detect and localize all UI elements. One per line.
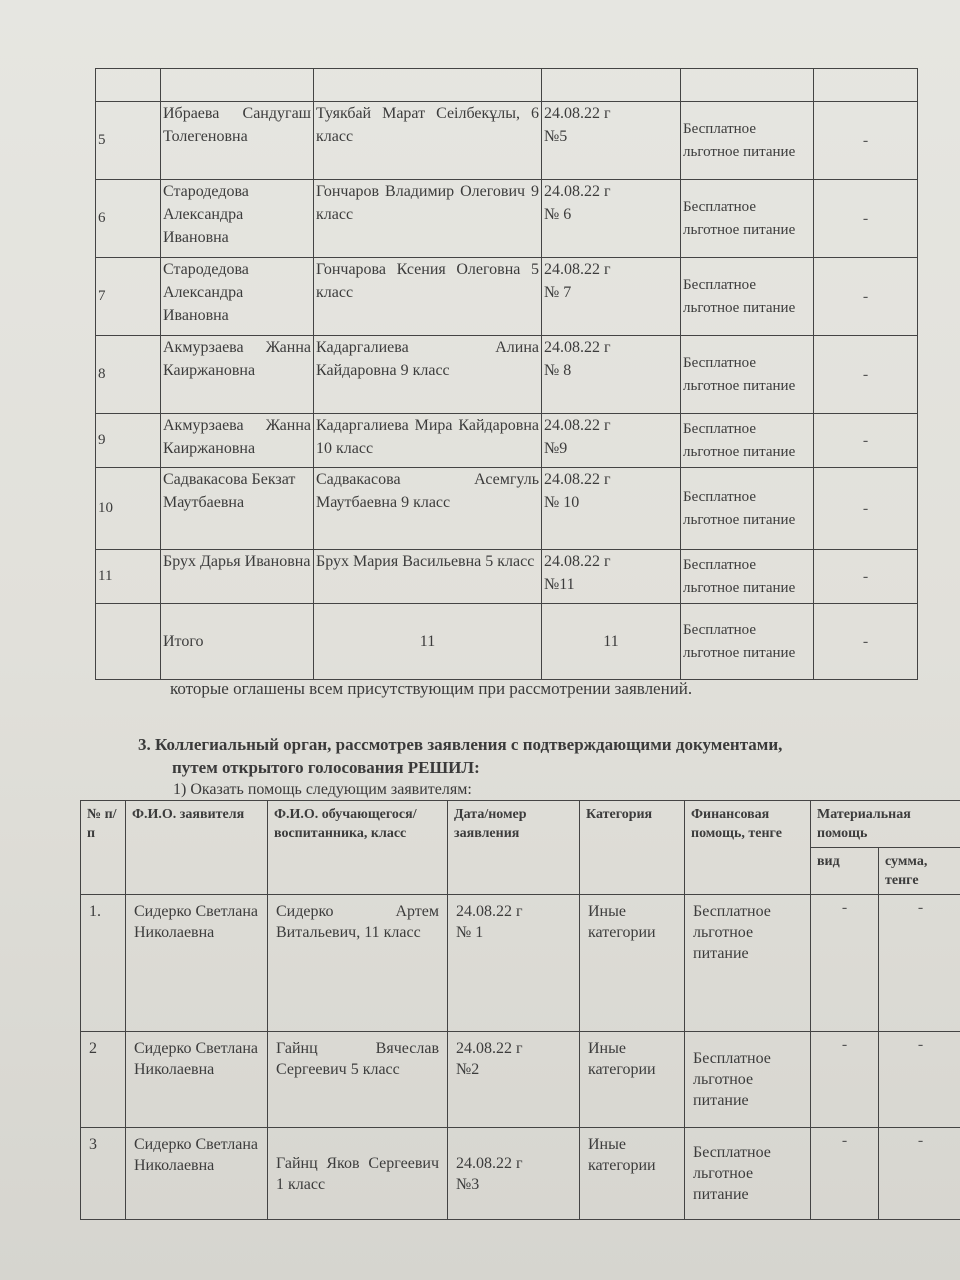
empty-value: - — [814, 468, 918, 550]
header-finance: Финансовая помощь, тенге — [685, 801, 811, 895]
category: Иные категории — [580, 1032, 685, 1128]
financial-aid: Бесплатное льготное питание — [685, 895, 811, 1032]
category: Бесплатное льготное питание — [681, 336, 814, 414]
empty-value: - — [814, 604, 918, 680]
applicant-name: Стародедова Александра Ивановна — [161, 258, 314, 336]
total-row — [96, 604, 918, 680]
applicant-name: Акмурзаева Жанна Каиржановна — [161, 414, 314, 468]
header-category: Категория — [580, 801, 685, 895]
header-student: Ф.И.О. обучающегося/воспитанника, класс — [268, 801, 448, 895]
financial-aid: Бесплатное льготное питание — [685, 1128, 811, 1220]
assistance-table — [80, 800, 960, 1220]
table-row — [96, 258, 918, 336]
row-number: 2 — [81, 1032, 126, 1128]
application-date: 24.08.22 г № 7 — [542, 258, 681, 336]
category: Бесплатное льготное питание — [681, 468, 814, 550]
category: Иные категории — [580, 895, 685, 1032]
announcement-text: которые оглашены всем присутствующим при рассмотрении заявлений. — [170, 679, 693, 698]
applications-table-top — [95, 68, 918, 680]
student-name: Гайнц Яков Сергеевич 1 класс — [268, 1128, 448, 1220]
student-name: Гайнц Вячеслав Сергеевич 5 класс — [268, 1032, 448, 1128]
empty-value: - — [814, 414, 918, 468]
header-material: Материальная помощь — [811, 801, 960, 848]
application-date: 24.08.22 г №3 — [448, 1128, 580, 1220]
category: Бесплатное льготное питание — [681, 102, 814, 180]
total-count-students: 11 — [314, 604, 542, 680]
category: Бесплатное льготное питание — [681, 550, 814, 604]
table-row — [96, 468, 918, 550]
application-date: 24.08.22 г № 8 — [542, 336, 681, 414]
row-number: 5 — [96, 102, 161, 180]
table-row — [96, 550, 918, 604]
total-count-applications: 11 — [542, 604, 681, 680]
application-date: 24.08.22 г №9 — [542, 414, 681, 468]
row-number: 7 — [96, 258, 161, 336]
student-name: Кадаргалиева Мира Кайдаровна 10 класс — [314, 414, 542, 468]
subsection-text: 1) Оказать помощь следующим заявителям: — [173, 781, 472, 798]
category: Бесплатное льготное питание — [681, 258, 814, 336]
header-date: Дата/номер заявления — [448, 801, 580, 895]
header-applicant: Ф.И.О. заявителя — [126, 801, 268, 895]
category: Бесплатное льготное питание — [681, 604, 814, 680]
category: Бесплатное льготное питание — [681, 180, 814, 258]
header-kind: вид — [811, 848, 879, 895]
section-heading-line: путем открытого голосования РЕШИЛ: — [172, 758, 480, 777]
material-aid-sum: - — [879, 1128, 960, 1220]
applicant-name: Ибраева Сандугаш Толегеновна — [161, 102, 314, 180]
empty-value: - — [814, 550, 918, 604]
category: Бесплатное льготное питание — [681, 414, 814, 468]
material-aid-sum: - — [879, 895, 960, 1032]
header-number: № п/п — [81, 801, 126, 895]
student-name: Садвакасова Асемгуль Маутбаевна 9 класс — [314, 468, 542, 550]
student-name: Туякбай Марат Сеілбекұлы, 6 класс — [314, 102, 542, 180]
applicant-name: Акмурзаева Жанна Каиржановна — [161, 336, 314, 414]
table-header-row — [81, 801, 960, 848]
row-number: 11 — [96, 550, 161, 604]
material-aid-sum: - — [879, 1032, 960, 1128]
section-heading-line: 3. Коллегиальный орган, рассмотрев заявления с подтверждающими документами, — [138, 735, 783, 754]
applicant-name: Брух Дарья Ивановна — [161, 550, 314, 604]
material-aid-kind: - — [811, 1128, 879, 1220]
application-date: 24.08.22 г № 6 — [542, 180, 681, 258]
applicant-name: Сидерко Светлана Николаевна — [126, 1032, 268, 1128]
applicant-name: Садвакасова Бекзат Маутбаевна — [161, 468, 314, 550]
applicant-name: Сидерко Светлана Николаевна — [126, 895, 268, 1032]
application-date: 24.08.22 г № 1 — [448, 895, 580, 1032]
applicant-name: Сидерко Светлана Николаевна — [126, 1128, 268, 1220]
application-date: 24.08.22 г №2 — [448, 1032, 580, 1128]
application-date: 24.08.22 г №5 — [542, 102, 681, 180]
student-name: Гончаров Владимир Олегович 9 класс — [314, 180, 542, 258]
category: Иные категории — [580, 1128, 685, 1220]
row-number: 1. — [81, 895, 126, 1032]
table-row — [96, 69, 918, 102]
applicant-name: Стародедова Александра Ивановна — [161, 180, 314, 258]
table-row — [96, 102, 918, 180]
financial-aid: Бесплатное льготное питание — [685, 1032, 811, 1128]
application-date: 24.08.22 г № 10 — [542, 468, 681, 550]
row-number: 6 — [96, 180, 161, 258]
section-heading — [138, 733, 878, 779]
row-number: 8 — [96, 336, 161, 414]
header-sum: сумма, тенге — [879, 848, 960, 895]
table-row — [96, 414, 918, 468]
empty-value: - — [814, 102, 918, 180]
student-name: Кадаргалиева Алина Кайдаровна 9 класс — [314, 336, 542, 414]
application-date: 24.08.22 г №11 — [542, 550, 681, 604]
material-aid-kind: - — [811, 1032, 879, 1128]
empty-value: - — [814, 336, 918, 414]
student-name: Гончарова Ксения Олеговна 5 класс — [314, 258, 542, 336]
table-row — [96, 180, 918, 258]
table-row — [81, 1032, 960, 1128]
table-row — [81, 895, 960, 1032]
student-name: Сидерко Артем Витальевич, 11 класс — [268, 895, 448, 1032]
student-name: Брух Мария Васильевна 5 класс — [314, 550, 542, 604]
empty-value: - — [814, 258, 918, 336]
row-number: 3 — [81, 1128, 126, 1220]
row-number: 10 — [96, 468, 161, 550]
row-number: 9 — [96, 414, 161, 468]
total-label: Итого — [161, 604, 314, 680]
table-row — [96, 336, 918, 414]
table-row — [81, 1128, 960, 1220]
empty-value: - — [814, 180, 918, 258]
material-aid-kind: - — [811, 895, 879, 1032]
